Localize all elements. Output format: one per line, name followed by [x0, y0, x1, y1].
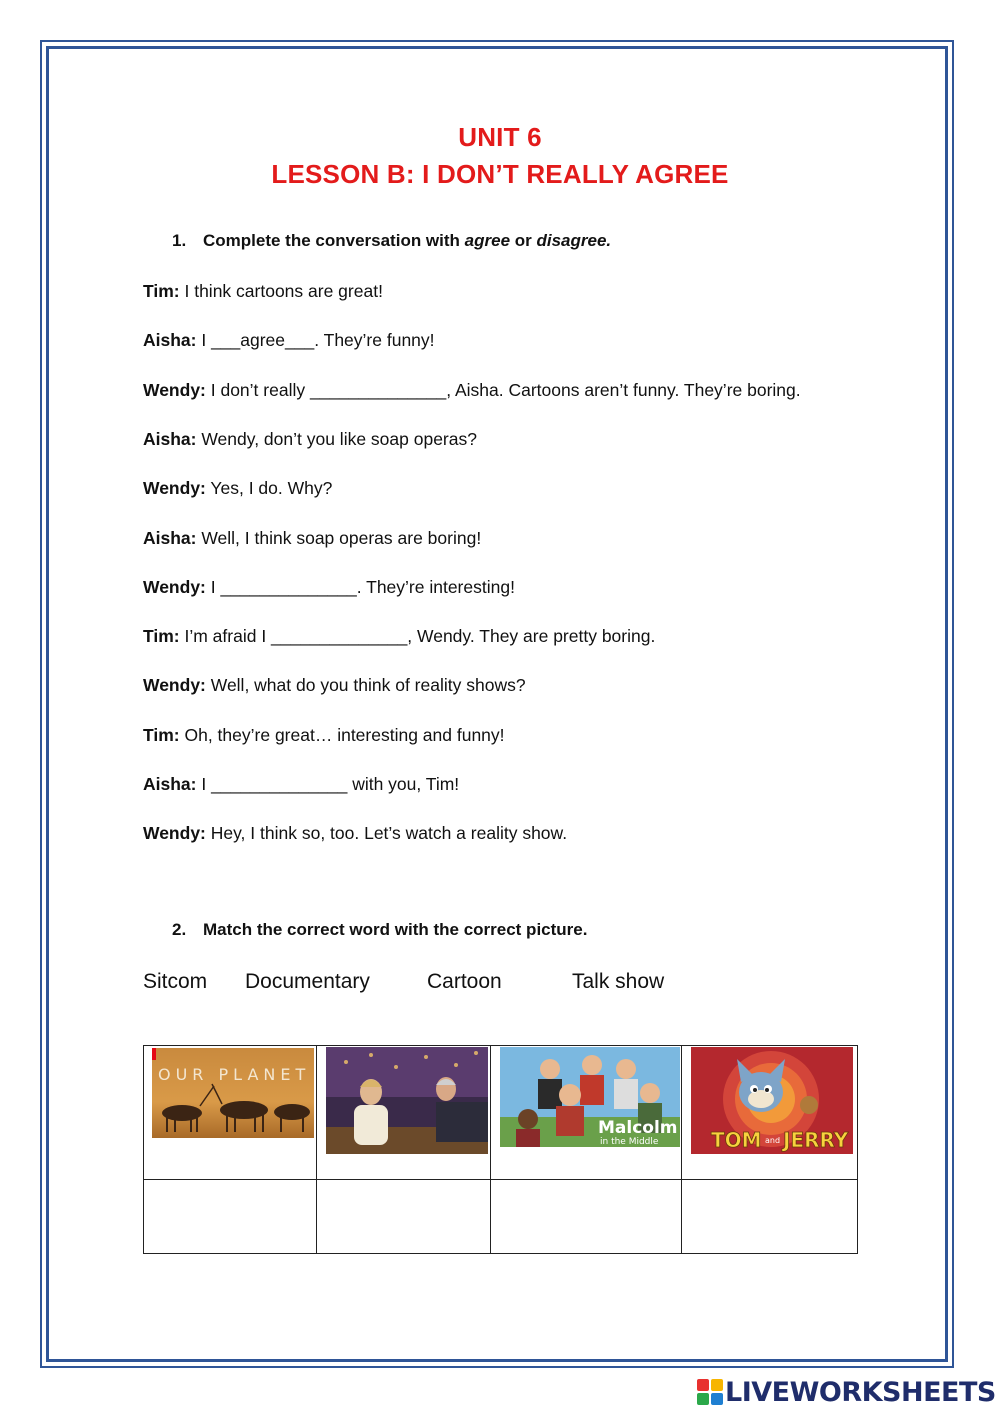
dialogue-text: Well, I think soap operas are boring! — [196, 528, 482, 548]
dialogue-text: I ______________. They’re interesting! — [205, 577, 515, 597]
malcolm-image — [500, 1047, 680, 1147]
dialogue-line — [143, 478, 332, 499]
question-1-or: or — [510, 231, 537, 250]
word-disagree: disagree. — [536, 231, 612, 250]
lesson-title: LESSON B: I DON’T REALLY AGREE — [271, 159, 729, 189]
logo-text: LIVEWORKSHEETS — [725, 1376, 996, 1408]
answer-cell-1[interactable] — [144, 1180, 317, 1254]
dialogue-text: Wendy, don’t you like soap operas? — [196, 429, 477, 449]
malcolm-title: Malcolm — [598, 1118, 678, 1138]
dialogue-line — [143, 725, 505, 746]
answer-cell-2[interactable] — [317, 1180, 491, 1254]
word-documentary: Documentary — [245, 970, 370, 993]
dialogue-text: I ______________ with you, Tim! — [196, 774, 460, 794]
word-sitcom: Sitcom — [143, 970, 208, 993]
dialogue-text: I ___agree___. They’re funny! — [196, 330, 435, 350]
picture-cell-1 — [144, 1046, 317, 1180]
question-2-number: 2. — [172, 920, 187, 939]
answer-cell-3[interactable] — [491, 1180, 682, 1254]
answer-cell-4[interactable] — [682, 1180, 858, 1254]
picture-cell-3 — [491, 1046, 682, 1180]
speaker-name: Wendy: — [143, 577, 206, 597]
dialogue-line — [143, 823, 567, 844]
dialogue-line — [143, 281, 383, 302]
dialogue-line — [143, 577, 515, 598]
picture-cell-4 — [682, 1046, 858, 1180]
dialogue-text: I’m afraid I ______________, Wendy. They are pretty boring. — [179, 626, 656, 646]
word-cartoon: Cartoon — [427, 970, 502, 993]
question-1-text: Complete the conversation with — [203, 231, 465, 250]
dialogue-text: I think cartoons are great! — [179, 281, 383, 301]
dialogue-line — [143, 380, 801, 401]
picture-cell-2 — [317, 1046, 491, 1180]
speaker-name: Aisha: — [143, 528, 197, 548]
dialogue-text: Hey, I think so, too. Let’s watch a reality show. — [205, 823, 568, 843]
dialogue-text: Oh, they’re great… interesting and funny! — [179, 725, 505, 745]
speaker-name: Wendy: — [143, 675, 206, 695]
tom-text: TOM — [711, 1128, 762, 1152]
speaker-name: Aisha: — [143, 429, 197, 449]
dialogue-line — [143, 429, 477, 450]
our-planet-image — [152, 1048, 314, 1138]
jerry-text: JERRY — [783, 1128, 849, 1152]
dialogue-line — [143, 774, 459, 795]
dialogue-line — [143, 330, 435, 351]
question-2-heading — [172, 920, 587, 940]
dialogue-line — [143, 626, 655, 647]
question-1-heading — [172, 231, 611, 251]
matching-table — [143, 1045, 858, 1254]
question-1-number: 1. — [172, 231, 187, 250]
unit-title: UNIT 6 — [458, 122, 542, 152]
liveworksheets-logo — [697, 1377, 996, 1407]
our-planet-text: OUR PLANET — [158, 1065, 311, 1084]
speaker-name: Tim: — [143, 626, 180, 646]
speaker-name: Aisha: — [143, 774, 197, 794]
speaker-name: Wendy: — [143, 823, 206, 843]
tom-and-jerry-image — [691, 1047, 853, 1154]
word-talk-show: Talk show — [572, 970, 665, 993]
dialogue-text: I don’t really ______________, Aisha. Cartoons aren’t funny. They’re boring. — [205, 380, 801, 400]
talk-show-image — [326, 1047, 488, 1154]
speaker-name: Aisha: — [143, 330, 197, 350]
question-2-text: Match the correct word with the correct picture. — [203, 920, 588, 939]
speaker-name: Tim: — [143, 281, 180, 301]
dialogue-text: Yes, I do. Why? — [205, 478, 333, 498]
and-text: and — [765, 1136, 781, 1145]
word-agree: agree — [464, 231, 511, 250]
speaker-name: Wendy: — [143, 380, 206, 400]
dialogue-line — [143, 675, 526, 696]
dialogue-line — [143, 528, 481, 549]
speaker-name: Wendy: — [143, 478, 206, 498]
speaker-name: Tim: — [143, 725, 180, 745]
malcolm-subtitle: in the Middle — [600, 1137, 659, 1147]
logo-icon — [697, 1379, 723, 1405]
dialogue-text: Well, what do you think of reality shows? — [205, 675, 526, 695]
